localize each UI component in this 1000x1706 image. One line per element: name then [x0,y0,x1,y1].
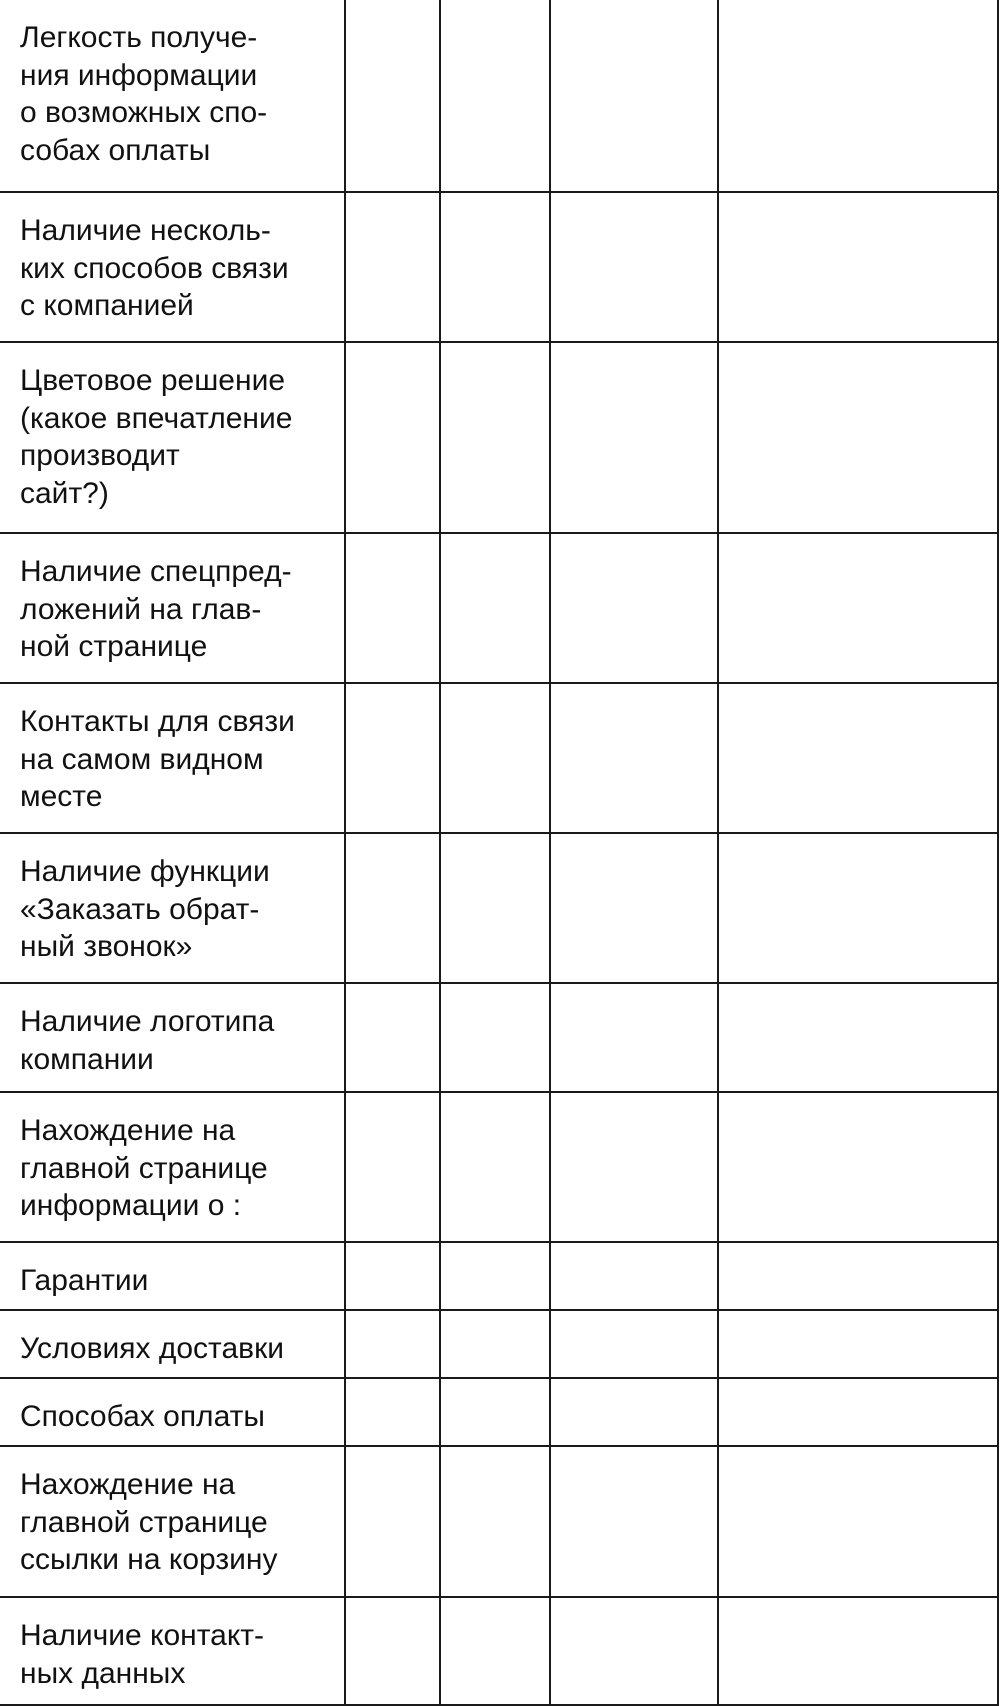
empty-cell [440,342,550,533]
criterion-cell [0,342,345,533]
criterion-text-line: «Заказать обрат- [20,892,260,926]
empty-cell [440,533,550,683]
criterion-text-line: ной странице [20,630,208,663]
table-row [0,192,998,342]
criterion-cell [0,1446,345,1597]
empty-cell [345,342,440,533]
empty-cell [345,1597,440,1705]
empty-cell [345,833,440,983]
criterion-text-line: производит [20,439,180,472]
empty-cell [550,983,718,1092]
criterion-text-line: месте [20,780,103,813]
empty-cell [550,683,718,833]
empty-cell [550,1378,718,1446]
criterion-text-line: Нахождение на [20,1468,236,1501]
criterion-cell [0,1310,345,1378]
table-row [0,533,998,683]
criterion-text-line: компании [20,1042,154,1076]
empty-cell [345,533,440,683]
criterion-cell [0,833,345,983]
criterion-text-line: информации о : [20,1189,242,1222]
empty-cell [718,683,998,833]
table-row [0,1242,998,1310]
table-row [0,983,998,1092]
empty-cell [440,1242,550,1310]
empty-cell [345,192,440,342]
empty-cell [345,0,440,192]
criterion-text-line: сайт?) [20,476,109,510]
criterion-text-line: Условиях доставки [20,1332,284,1365]
criterion-text-line: главной странице [20,1151,268,1185]
empty-cell [550,0,718,192]
empty-cell [440,1597,550,1705]
empty-cell [718,1092,998,1242]
criterion-text-line: Контакты для связи [20,705,295,738]
criterion-text-line: Наличие функции [20,855,270,888]
table-row [0,683,998,833]
table-row [0,1092,998,1242]
criterion-text-line: ный звонок» [20,930,193,963]
table-row [0,342,998,533]
criterion-text-line: Наличие контакт- [20,1619,265,1652]
empty-cell [718,983,998,1092]
criterion-cell [0,683,345,833]
empty-cell [550,1597,718,1705]
criterion-text-line: Гарантии [20,1264,149,1297]
empty-cell [718,1242,998,1310]
empty-cell [440,192,550,342]
criterion-cell [0,1242,345,1310]
table-row [0,1378,998,1446]
empty-cell [345,1446,440,1597]
empty-cell [718,1310,998,1378]
criterion-text-line: ссылки на корзину [20,1543,278,1576]
empty-cell [440,983,550,1092]
table-row [0,833,998,983]
empty-cell [550,1446,718,1597]
table-row [0,0,998,192]
criterion-text-line: на самом видном [20,742,264,776]
empty-cell [550,342,718,533]
empty-cell [718,1446,998,1597]
criterion-text-line: ложений на глав- [20,592,262,626]
empty-cell [440,1092,550,1242]
empty-cell [718,0,998,192]
empty-cell [718,533,998,683]
criterion-cell [0,1378,345,1446]
criterion-text-line: ких способов связи [20,251,289,285]
empty-cell [440,1378,550,1446]
criterion-text-line: Способах оплаты [20,1400,265,1433]
criterion-cell [0,192,345,342]
criterion-cell [0,533,345,683]
empty-cell [718,192,998,342]
table-row [0,1597,998,1705]
criterion-text-line: Легкость получе- [20,21,258,54]
empty-cell [345,1310,440,1378]
criterion-text-line: Цветовое решение [20,364,286,397]
table-row [0,1310,998,1378]
empty-cell [550,1092,718,1242]
criterion-cell [0,983,345,1092]
criterion-cell [0,1092,345,1242]
criterion-text-line: Нахождение на [20,1114,236,1147]
criterion-text-line: с компанией [20,289,194,322]
criterion-text-line: ния информации [20,58,258,92]
empty-cell [440,0,550,192]
criterion-cell [0,0,345,192]
empty-cell [550,833,718,983]
empty-cell [718,1597,998,1705]
criterion-cell [0,1597,345,1705]
empty-cell [345,983,440,1092]
empty-cell [550,533,718,683]
empty-cell [550,192,718,342]
empty-cell [345,1092,440,1242]
empty-cell [550,1310,718,1378]
empty-cell [345,1242,440,1310]
empty-cell [718,342,998,533]
criterion-text-line: Наличие логотипа [20,1005,275,1038]
criterion-text-line: главной странице [20,1505,268,1539]
empty-cell [345,1378,440,1446]
criterion-text-line: о возможных спо- [20,96,268,129]
empty-cell [440,1446,550,1597]
criterion-text-line: Наличие несколь- [20,214,271,247]
criterion-text-line: ных данных [20,1656,186,1690]
table-row [0,1446,998,1597]
empty-cell [718,1378,998,1446]
criterion-text-line: собах оплаты [20,133,211,167]
empty-cell [440,683,550,833]
criterion-text-line: (какое впечатление [20,401,293,435]
empty-cell [718,833,998,983]
empty-cell [440,833,550,983]
criterion-text-line: Наличие спецпред- [20,555,292,588]
empty-cell [345,683,440,833]
empty-cell [440,1310,550,1378]
empty-cell [550,1242,718,1310]
